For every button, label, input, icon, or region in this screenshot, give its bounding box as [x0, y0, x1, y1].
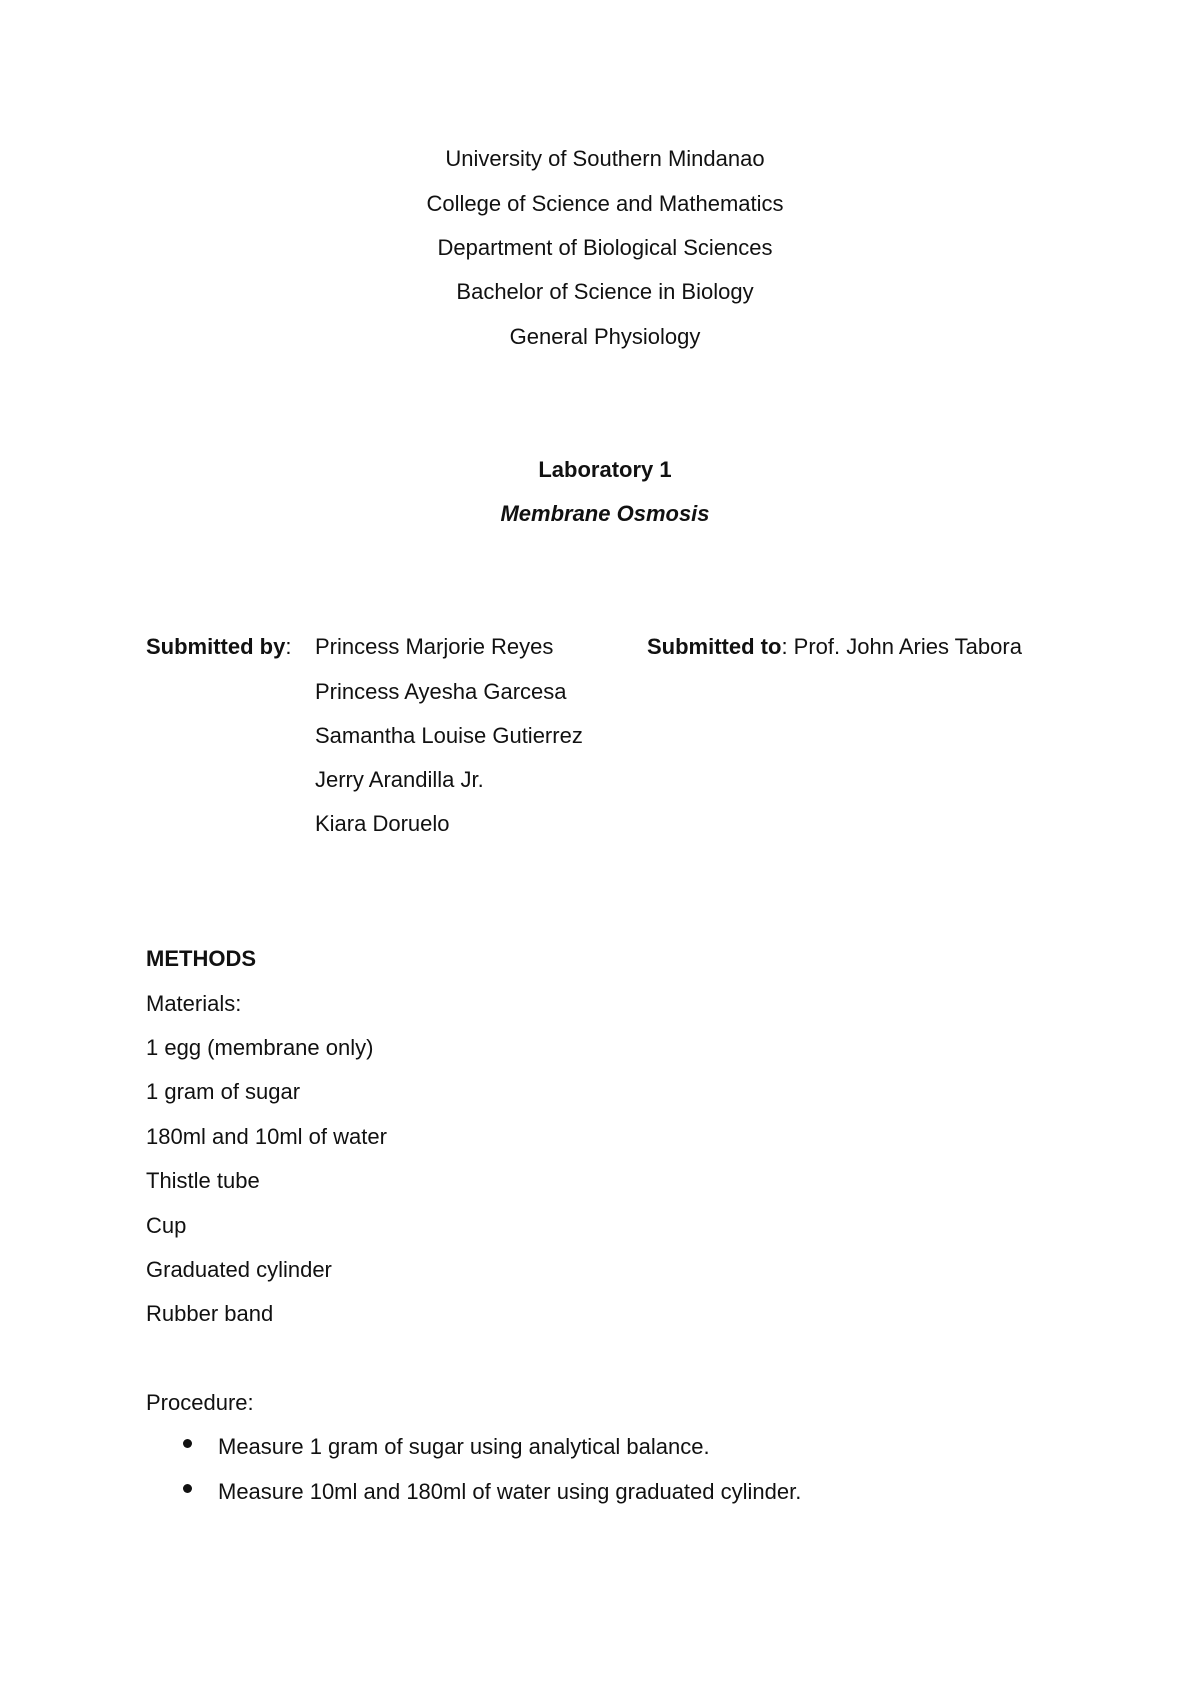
submitted-by-line [146, 633, 291, 661]
program-name: Bachelor of Science in Biology [456, 279, 754, 304]
submitted-to-line [647, 633, 1022, 661]
submitted-to-name: Prof. John Aries Tabora [793, 634, 1022, 659]
submitter-name: Princess Ayesha Garcesa [315, 679, 567, 704]
lab-title: Laboratory 1 [538, 457, 672, 482]
procedure-step: Measure 1 gram of sugar using analytical balance. [218, 1434, 710, 1459]
lab-subtitle: Membrane Osmosis [500, 501, 710, 526]
material-item: Thistle tube [146, 1168, 260, 1193]
submitted-by-label: Submitted by [146, 634, 286, 659]
material-item: 180ml and 10ml of water [146, 1124, 387, 1149]
material-item: 1 egg (membrane only) [146, 1035, 374, 1060]
submitted-to-colon: : [781, 634, 794, 659]
submitted-to-label: Submitted to [647, 634, 782, 659]
submitted-by-colon: : [285, 634, 292, 659]
material-item: 1 gram of sugar [146, 1079, 301, 1104]
submitter-name: Princess Marjorie Reyes [315, 634, 554, 659]
material-item: Rubber band [146, 1301, 274, 1326]
course-name: General Physiology [509, 324, 701, 349]
submitter-name: Jerry Arandilla Jr. [315, 767, 484, 792]
submitter-name: Kiara Doruelo [315, 811, 450, 836]
bullet-icon [183, 1484, 192, 1493]
material-item: Cup [146, 1213, 187, 1238]
materials-label: Materials: [146, 991, 242, 1016]
submitter-name: Samantha Louise Gutierrez [315, 723, 583, 748]
college-name: College of Science and Mathematics [426, 191, 784, 216]
procedure-label: Procedure: [146, 1390, 254, 1415]
methods-heading: METHODS [146, 946, 256, 971]
bullet-icon [183, 1439, 192, 1448]
material-item: Graduated cylinder [146, 1257, 332, 1282]
university-name: University of Southern Mindanao [445, 146, 765, 171]
department-name: Department of Biological Sciences [437, 235, 773, 260]
procedure-step: Measure 10ml and 180ml of water using graduated cylinder. [218, 1479, 802, 1504]
